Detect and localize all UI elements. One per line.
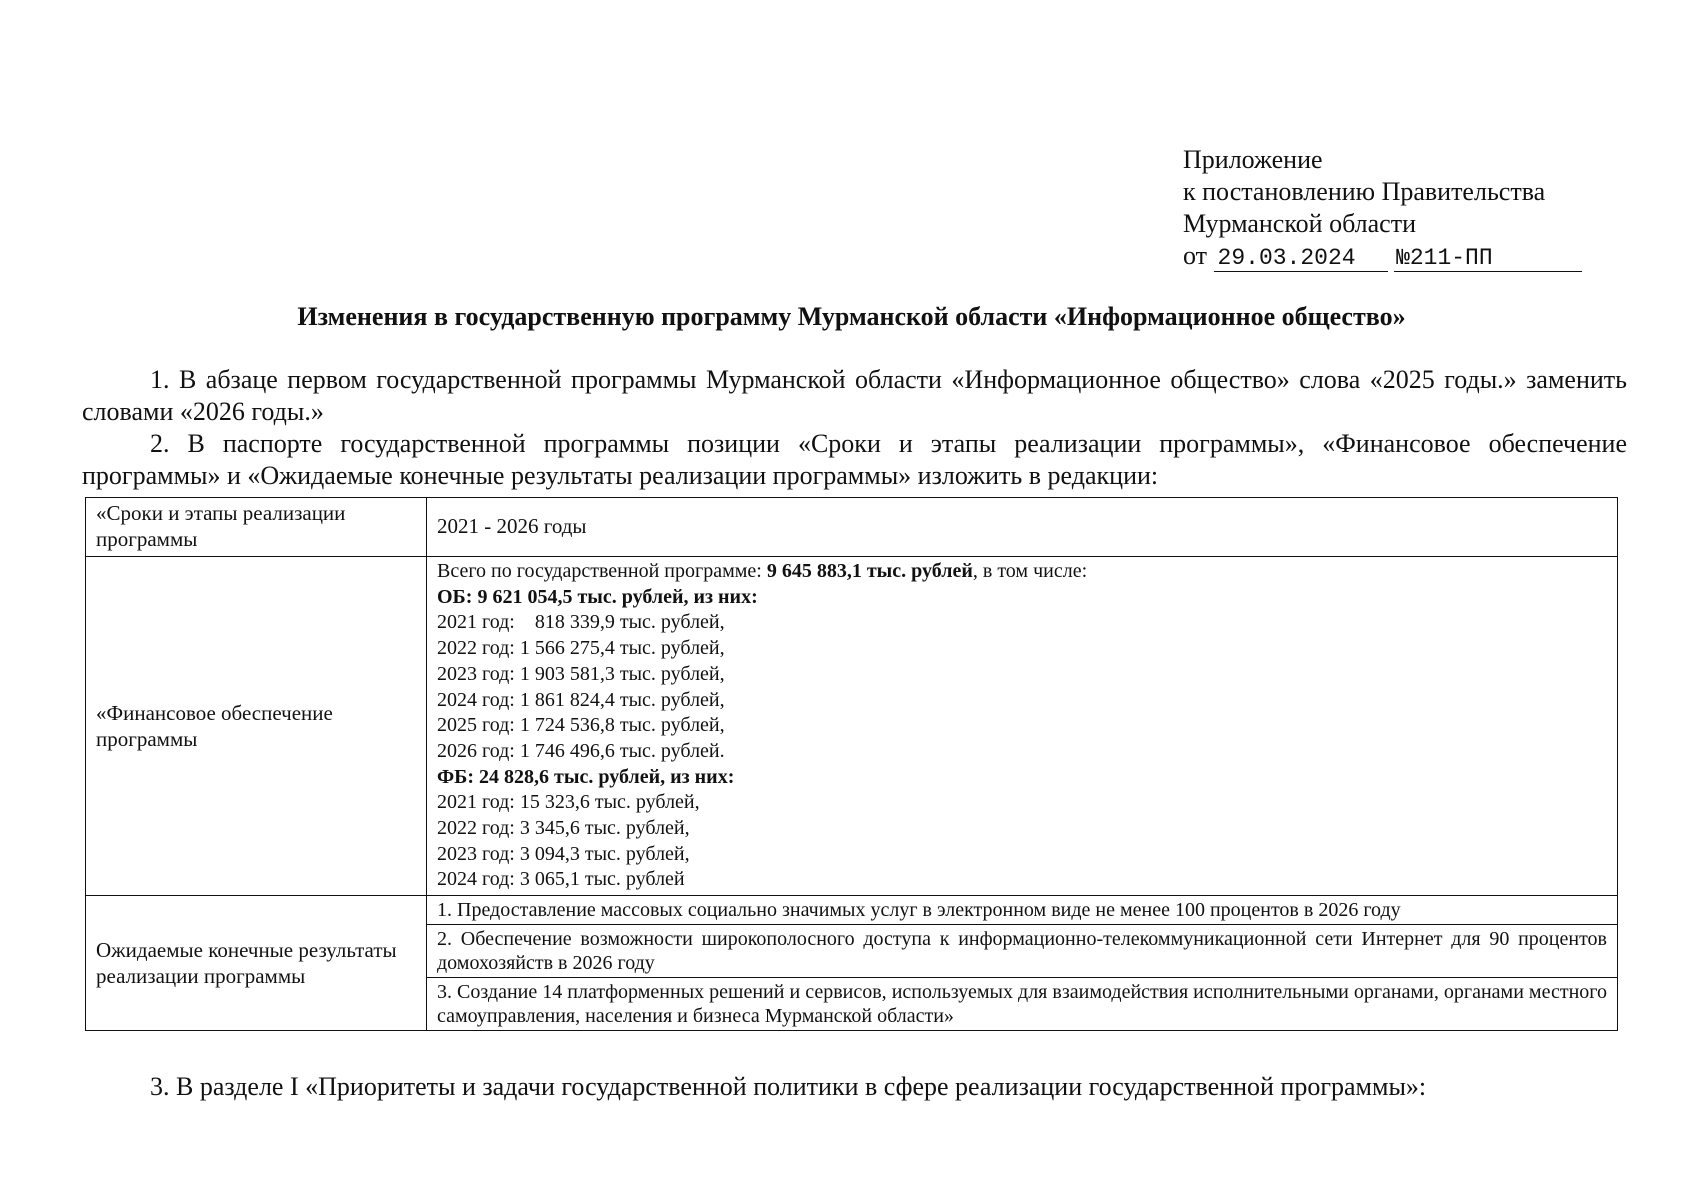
- approval-block: [1183, 144, 1582, 272]
- paragraph-1: 1. В абзаце первом государственной программы Мурманской области «Информационное общество» слова «2025 годы.» заменить словами «2026 годы.»: [82, 365, 1627, 426]
- approval-line-3: Мурманской области: [1183, 209, 1416, 238]
- body-text: [82, 364, 1627, 492]
- paragraph-3: 3. В разделе I «Приоритеты и задачи государственной политики в сфере реализации государственной программы»:: [150, 1072, 1427, 1101]
- table-row-finance: [86, 557, 1618, 896]
- finance-label: «Финансовое обеспечение программы: [86, 557, 427, 896]
- finance-ob-year: 2023 год: 1 903 581,3 тыс. рублей,: [437, 662, 725, 685]
- finance-total-prefix: Всего по государственной программе:: [437, 560, 767, 582]
- table-row-period: [86, 498, 1618, 557]
- finance-total: [437, 559, 1607, 585]
- passport-table: [85, 497, 1618, 1031]
- finance-content: [427, 557, 1618, 896]
- paragraph-2: 2. В паспорте государственной программы позиции «Сроки и этапы реализации программы», «Финансовое обеспечение программы» и «Ожидаемые конечные результаты реализации программы» изложить в редакции:: [82, 429, 1627, 490]
- finance-ob-year: 2026 год: 1 746 496,6 тыс. рублей.: [437, 739, 725, 762]
- finance-ob-year: 2025 год: 1 724 536,8 тыс. рублей,: [437, 714, 725, 737]
- finance-total-amount: 9 645 883,1 тыс. рублей: [766, 560, 973, 582]
- finance-fb-year: 2021 год: 15 323,6 тыс. рублей,: [437, 791, 700, 814]
- finance-ob-year: 2022 год: 1 566 275,4 тыс. рублей,: [437, 637, 725, 660]
- period-value: 2021 - 2026 годы: [427, 498, 1618, 557]
- finance-fb-year: 2023 год: 3 094,3 тыс. рублей,: [437, 842, 690, 865]
- period-label: «Сроки и этапы реализации программы: [86, 498, 427, 557]
- document-title: Изменения в государственную программу Мурманской области «Информационное общество»: [297, 302, 1406, 331]
- approval-from-label: от: [1183, 241, 1208, 270]
- approval-date-line: [1183, 240, 1582, 272]
- finance-ob-header: ОБ: 9 621 054,5 тыс. рублей, из них:: [437, 585, 758, 608]
- table-row-results-1: [86, 896, 1618, 925]
- approval-line-2: к постановлению Правительства: [1183, 177, 1546, 206]
- results-item-3: 3. Создание 14 платформенных решений и сервисов, используемых для взаимодействия исполнительными органами, органами местного самоуправления, населения и бизнеса Мурманской области»: [427, 978, 1618, 1031]
- finance-fb-year: 2024 год: 3 065,1 тыс. рублей: [437, 868, 685, 891]
- finance-ob-year: 2021 год: 818 339,9 тыс. рублей,: [437, 611, 725, 634]
- approval-date: 29.03.2024: [1214, 245, 1388, 272]
- finance-ob-year: 2024 год: 1 861 824,4 тыс. рублей,: [437, 688, 725, 711]
- results-item-1: 1. Предоставление массовых социально значимых услуг в электронном виде не менее 100 процентов в 2026 году: [427, 896, 1618, 925]
- finance-fb-header: ФБ: 24 828,6 тыс. рублей, из них:: [437, 765, 735, 788]
- approval-line-1: Приложение: [1183, 145, 1323, 174]
- finance-fb-year: 2022 год: 3 345,6 тыс. рублей,: [437, 817, 690, 840]
- results-item-2: 2. Обеспечение возможности широкополосного доступа к информационно-телекоммуникационной сети Интернет для 90 процентов домохозяйств в 2026 году: [427, 925, 1618, 978]
- finance-total-suffix: , в том числе:: [972, 560, 1088, 582]
- approval-number: №211-ПП: [1394, 245, 1582, 272]
- results-label: Ожидаемые конечные результаты реализации программы: [86, 896, 427, 1031]
